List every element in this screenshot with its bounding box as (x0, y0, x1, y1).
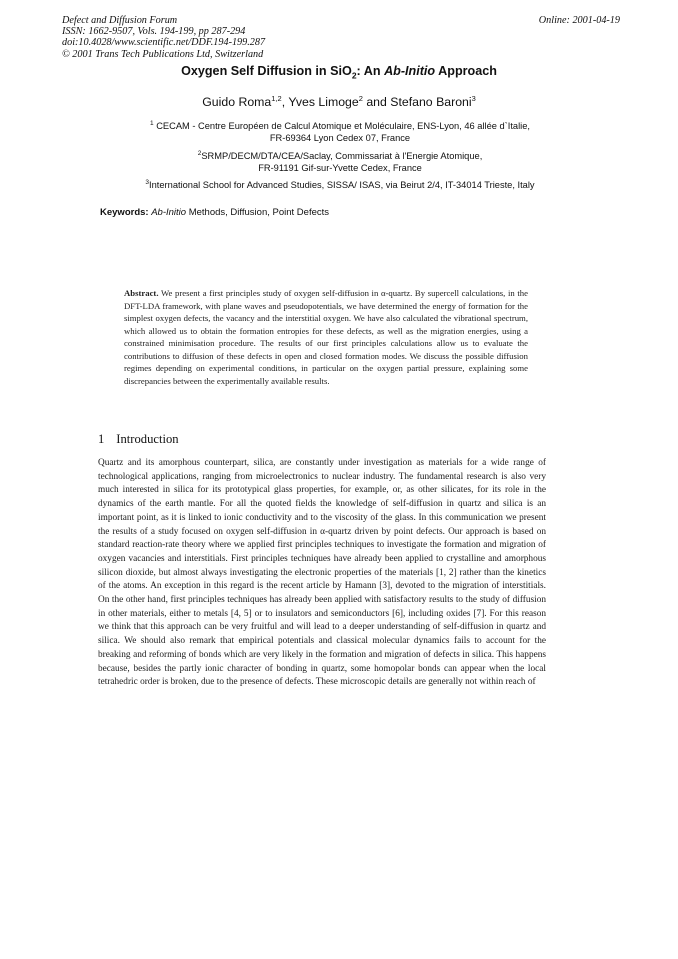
keywords: Keywords: Ab-Initio Methods, Diffusion, Point Defects (100, 207, 330, 218)
introduction-text: Quartz and its amorphous counterpart, silica, are constantly under investigation as materials for a wide range of technological applications, ranging from microelectronics to nuclear industry. The fundamental research is also very much interested in silica for its prototypical glass properties, for example, or, as other silicates, for its role in the dynamics of the earth mantle. For all the quoted fields the knowledge of self-diffusion in quartz and silica is an important point, as it is linked to ionic conductivity and to the viscosity of the glass. In this communication we present the results of a study focused on oxygen self-diffusion in α-quartz driven by point defects. Our approach is based on standard reaction-rate theory where we applied first principles techniques to investigate the formation and migration of oxygen vacancies and interstitials. First principles techniques have already been applied to crystalline and amorphous silicon dioxide, but almost always investigating the electronic properties of the materials [1, 2] rather than the kinetics of the atoms. An exception in this regard is the recent article by Hamann [3], devoted to the migration of interstitials. On the other hand, first principles techniques has already been applied with satisfactory results to the study of diffusion in other materials, either to metals [4, 5] or to insulators and semiconductors [6], including oxides [7]. For this reason we think that this approach can be very fruitful and will lead to a deeper understanding of self-diffusion in quartz and silica. We should also remark that empirical potentials and classical molecular dynamics fails to account for the breaking and reforming of bonds which are very likely in the formation and migration of defects in silica. This happens because, besides the partly ionic character of bonding in quartz, some homopolar bonds can appear when the local tetrahedric order is broken, due to the presence of defects. These microscopic details are generally not within reach of (98, 458, 546, 688)
issn-line: ISSN: 1662-9507, Vols. 194-199, pp 287-294 (62, 26, 246, 38)
affiliation-2: $^2$SRMP/DECM/DTA/CEA/Saclay, Commissariat à l'Energie Atomique, FR-91191 Gif-sur-Yvette Cedex, France (197, 150, 483, 174)
affiliation-1: $^1$ CECAM - Centre Européen de Calcul Atomique et Moléculaire, ENS-Lyon, 46 allée d`Italie, FR-69364 Lyon Cedex 07, France (150, 120, 530, 144)
journal-header (62, 15, 265, 60)
doi-line: doi:10.4028/www.scientific.net/DDF.194-199.287 (62, 37, 266, 49)
abstract: Abstract. We present a first principles study of oxygen self-diffusion in α-quartz. By supercell calculations, in the DFT-LDA framework, with plane waves and pseudopotentials, we have determined the energy of formation for the simplest oxygen defects, the vacancy and the interstitial oxygen. We have also calculated the vibrational spectrum, which allowed us to obtain the formation entropies for these defects, as well as the migration energies, using a constrained minimisation procedure. The results of our first principles calculations allow us to evaluate the contributions to diffusion of these defects in open and closed formation modes. We discuss the possible diffusion regimes depending on experimental conditions, in particular on the oxygen partial pressure, explaining some discrepancies between the experimentally available results. (124, 288, 528, 386)
copyright-line: © 2001 Trans Tech Publications Ltd, Switzerland (62, 48, 264, 60)
affiliation-3: $^3$International School for Advanced Studies, SISSA/ ISAS, via Beirut 2/4, IT-34014 Trieste, Italy (145, 179, 535, 191)
journal-name: Defect and Diffusion Forum (62, 15, 178, 26)
online-date: Online: 2001-04-19 (538, 15, 620, 26)
section-heading: 1 Introduction (98, 432, 179, 446)
paper-title: Oxygen Self Diffusion in SiO$_2$: An Ab-Initio Approach (181, 64, 497, 81)
author-list: Guido Roma$^{1,2}$, Yves Limoge$^2$ and Stefano Baroni$^3$ (202, 94, 476, 110)
